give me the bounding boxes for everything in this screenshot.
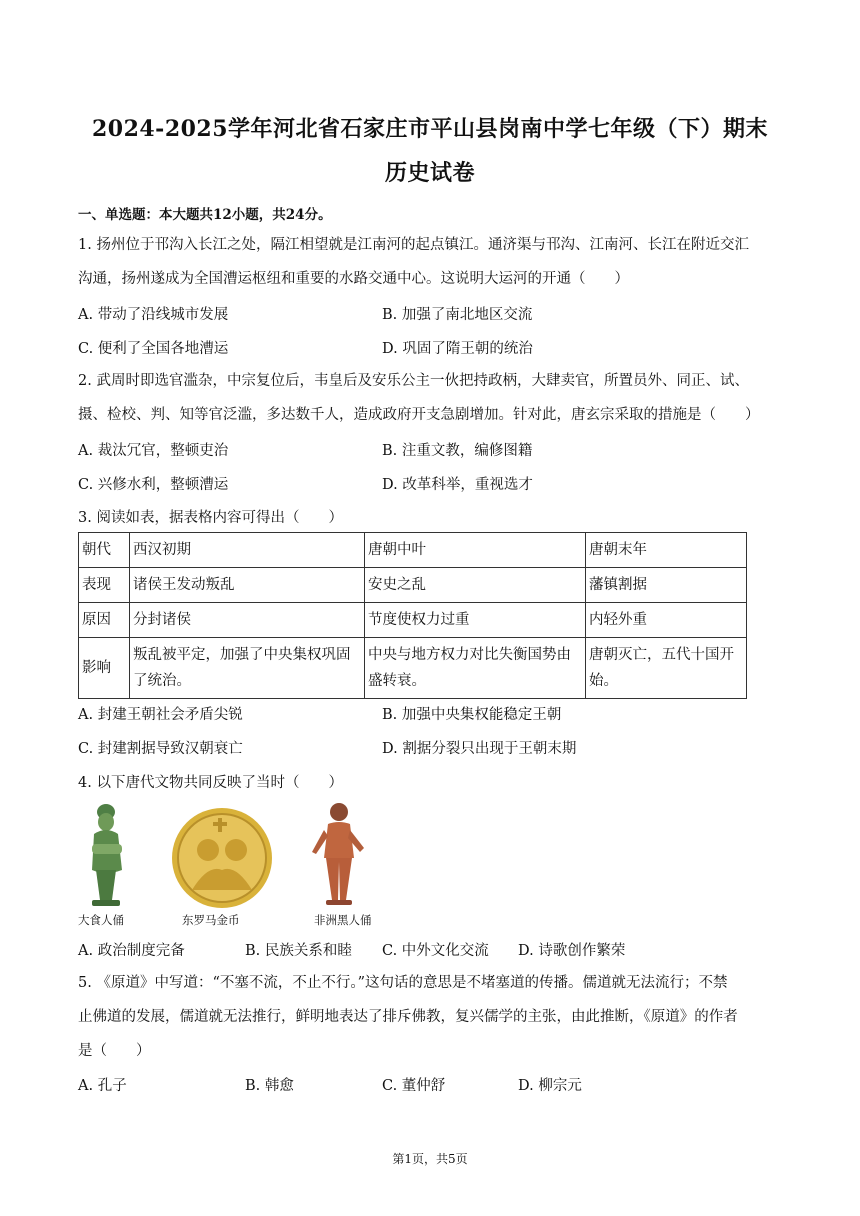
q2-option-d: D. 改革科举，重视选才: [382, 477, 533, 493]
q5-option-c: C. 董仲舒: [382, 1078, 446, 1094]
table-cell: 安史之乱: [365, 568, 586, 603]
q1-option-d: D. 巩固了隋王朝的统治: [382, 341, 533, 357]
table-row: [79, 638, 747, 699]
question-3: 3. 阅读如表，据表格内容可得出（ ）: [78, 510, 343, 526]
table-row: [79, 533, 747, 568]
q3-option-d: D. 割据分裂只出现于王朝末期: [382, 741, 577, 757]
section-heading: 一、单选题：本大题共12小题，共24分。: [78, 207, 332, 223]
caption-2: 东罗马金币: [182, 913, 240, 927]
history-table: [78, 532, 747, 699]
caption-3: 非洲黑人俑: [314, 913, 372, 927]
q3-option-c: C. 封建割据导致汉朝衰亡: [78, 741, 243, 757]
q3-option-b: B. 加强中央集权能稳定王朝: [382, 707, 562, 723]
table-cell: 影响: [79, 638, 130, 699]
african-figurine-image: [306, 800, 372, 912]
table-cell: 节度使权力过重: [365, 603, 586, 638]
q1-option-a: A. 带动了沿线城市发展: [78, 307, 229, 323]
question-1: [78, 228, 788, 296]
table-cell: 唐朝灭亡，五代十国开始。: [586, 638, 747, 699]
question-5-line1: 5. 《原道》中写道：“不塞不流，不止不行。”这句话的意思是不堵塞道的传播。儒道就无法流行；不禁: [78, 975, 728, 991]
table-row: [79, 603, 747, 638]
table-cell: 表现: [79, 568, 130, 603]
table-cell: 唐朝末年: [586, 533, 747, 568]
caption-1: 大食人俑: [78, 913, 124, 927]
question-2: [78, 364, 788, 432]
arab-figurine-image: [78, 800, 138, 912]
question-4: 4. 以下唐代文物共同反映了当时（ ）: [78, 775, 343, 791]
page-footer: 第1页，共5页: [392, 1152, 468, 1166]
table-cell: 叛乱被平定，加强了中央集权巩固了统治。: [130, 638, 365, 699]
exam-title-line2: 历史试卷: [384, 160, 475, 186]
table-cell: 中央与地方权力对比失衡国势由盛转衰。: [365, 638, 586, 699]
q1-option-b: B. 加强了南北地区交流: [382, 307, 533, 323]
question-5-line3: 是（ ）: [78, 1043, 151, 1059]
q4-option-c: C. 中外文化交流: [382, 943, 489, 959]
table-cell: 分封诸侯: [130, 603, 365, 638]
gold-coin-image: [168, 806, 276, 910]
q2-option-b: B. 注重文教，编修图籍: [382, 443, 533, 459]
question-5-line2: 止佛道的发展，儒道就无法推行，鲜明地表达了排斥佛教，复兴儒学的主张，由此推断，《原道》的作者: [78, 1009, 738, 1025]
table-cell: 唐朝中叶: [365, 533, 586, 568]
question-1-line1: 1. 扬州位于邗沟入长江之处，隔江相望就是江南河的起点镇江。通济渠与邗沟、江南河、长江在附近交汇: [78, 237, 749, 253]
q4-option-b: B. 民族关系和睦: [245, 943, 352, 959]
q5-option-b: B. 韩愈: [245, 1078, 294, 1094]
question-2-line2: 摄、检校、判、知等官泛滥，多达数千人，造成政府开支急剧增加。针对此，唐玄宗采取的措施是（ ）: [78, 407, 760, 423]
table-cell: 内轻外重: [586, 603, 747, 638]
q4-option-d: D. 诗歌创作繁荣: [518, 943, 626, 959]
q4-option-a: A. 政治制度完备: [78, 943, 185, 959]
table-cell: 原因: [79, 603, 130, 638]
table-cell: 朝代: [79, 533, 130, 568]
q1-option-c: C. 便利了全国各地漕运: [78, 341, 229, 357]
table-cell: 西汉初期: [130, 533, 365, 568]
question-2-line1: 2. 武周时即选官滥杂，中宗复位后，韦皇后及安乐公主一伙把持政柄，大肆卖官，所置员外、同正、试、: [78, 373, 749, 389]
q2-option-a: A. 裁汰冗官，整顿吏治: [78, 443, 229, 459]
table-cell: 藩镇割据: [586, 568, 747, 603]
q3-option-a: A. 封建王朝社会矛盾尖锐: [78, 707, 243, 723]
q5-option-d: D. 柳宗元: [518, 1078, 582, 1094]
table-row: [79, 568, 747, 603]
q5-option-a: A. 孔子: [78, 1078, 127, 1094]
question-5: [78, 966, 788, 1068]
question-1-line2: 沟通，扬州遂成为全国漕运枢纽和重要的水路交通中心。这说明大运河的开通（ ）: [78, 271, 629, 287]
q2-option-c: C. 兴修水利，整顿漕运: [78, 477, 229, 493]
table-cell: 诸侯王发动叛乱: [130, 568, 365, 603]
exam-title-line1: 2024-2025学年河北省石家庄市平山县岗南中学七年级（下）期末: [91, 116, 769, 142]
artifact-images: [78, 800, 418, 930]
